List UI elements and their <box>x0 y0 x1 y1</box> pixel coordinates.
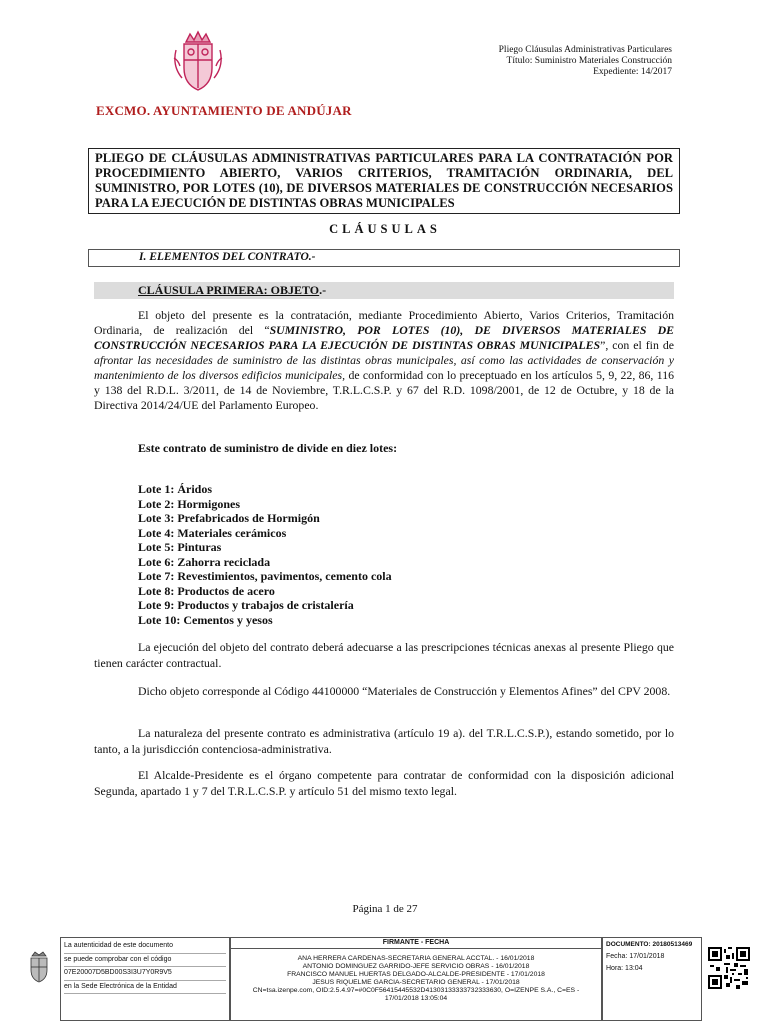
lot-item: Lote 1: Áridos <box>138 482 212 496</box>
signers-header: FIRMANTE - FECHA <box>231 938 601 949</box>
document-date: Fecha: 17/01/2018 <box>606 953 665 960</box>
signers-box <box>230 937 602 1021</box>
clause-heading <box>94 282 674 299</box>
lot-item: Lote 4: Materiales cerámicos <box>138 525 287 540</box>
lot-item: Lote 2: Hormigones <box>138 496 240 511</box>
page-number: Página 1 de 27 <box>352 903 418 915</box>
paragraph: La ejecución del objeto del contrato deberá adecuarse a las prescripciones técnicas anexas al presente Pliego que tienen carácter contractual. <box>94 640 674 670</box>
small-crest-icon <box>26 950 52 984</box>
clausulas-heading: CLÁUSULAS <box>329 222 441 236</box>
verification-line: se puede comprobar con el código <box>64 954 226 968</box>
section-heading: I. ELEMENTOS DEL CONTRATO.- <box>88 249 680 267</box>
signature-footer <box>60 937 702 1021</box>
signer-line: ANA HERRERA CARDENAS-SECRETARIA GENERAL ACCTAL. - 16/01/2018 <box>297 955 535 962</box>
paragraph: El Alcalde-Presidente es el órgano competente para contratar de conformidad con la disposición adicional Segunda, apartado 1 y 7 del T.R.L.C.S.P. y artículo 51 del mismo texto legal. <box>94 768 674 798</box>
document-id: DOCUMENTO: 20180513469 <box>606 941 693 948</box>
lot-item: Lote 6: Zahorra reciclada <box>138 554 271 569</box>
lot-item: Lote 3: Prefabricados de Hormigón <box>138 511 320 525</box>
lots-intro: Este contrato de suministro de divide en diez lotes: <box>138 441 398 455</box>
qr-code-icon <box>708 947 750 989</box>
lot-item: Lote 8: Productos de acero <box>138 583 275 598</box>
lot-item: Lote 9: Productos y trabajos de cristalería <box>138 598 354 612</box>
document-reference <box>499 45 672 78</box>
paragraph: La naturaleza del presente contrato es administrativa (artículo 19 a). del T.R.L.C.S.P.), estando sometido, por lo tanto, a la jurisdicción contenciosa-administrativa. <box>94 726 674 756</box>
reference-line: Pliego Cláusulas Administrativas Particulares <box>498 45 672 55</box>
municipal-crest-icon <box>172 30 224 94</box>
clause-suffix: .- <box>319 283 327 297</box>
reference-line: Título: Suministro Materiales Construcción <box>506 56 672 66</box>
text-run: de conformidad con lo preceptuado en los artículos 5, 9, 22, 86, 116 y 138 del R.D.L. 3/2011, de 14 de Noviembre, T.R.L.C.S.P. y 67 del R.D. 1098/2001, de 12 de Octubre, y 18 de la Directiva 2014/24/UE del Parlamento Europeo. <box>94 368 674 412</box>
signer-line: FRANCISCO MANUEL HUERTAS DELGADO-ALCALDE-PRESIDENTE - 17/01/2018 <box>287 971 545 978</box>
lot-item: Lote 5: Pinturas <box>138 540 222 554</box>
text-run: ”, con el fin de <box>600 338 674 352</box>
document-time: Hora: 13:04 <box>606 965 643 972</box>
signer-line: CN=tsa.izenpe.com, OID:2.5.4.97=#0C0F56415445532D41303133333732333630, O=IZENPE S.A., C=ES - 17/01/2018 13:05:04 <box>252 987 580 1002</box>
reference-line: Expediente: 14/2017 <box>593 67 672 77</box>
verification-line: en la Sede Electrónica de la Entidad <box>64 981 226 995</box>
object-paragraph <box>94 308 674 413</box>
lot-item: Lote 7: Revestimientos, pavimentos, cemento cola <box>138 569 392 583</box>
verification-code: 07E20007D5BD00S3I3U7Y0R9V5 <box>64 967 226 981</box>
verification-line: La autenticidad de este documento <box>64 940 226 954</box>
document-info-box <box>602 937 702 1021</box>
text-run: El objeto del presente es la contratación, mediante Procedimiento Abierto, Varios Criterios, Tramitación Ordinaria, de realización del “ <box>94 308 674 337</box>
verification-box <box>60 937 230 1021</box>
lots-list <box>138 482 392 627</box>
signer-line: JESUS RIQUELME GARCIA-SECRETARIO GENERAL - 17/01/2018 <box>312 979 520 986</box>
organization-name: EXCMO. AYUNTAMIENTO DE ANDÚJAR <box>96 103 352 118</box>
clause-label: CLÁUSULA PRIMERA: OBJETO <box>138 283 320 297</box>
text-run-italic: afrontar las necesidades de suministro de las distintas obras municipales, así como las actividades de conservación y mantenimiento de los diversos edificios municipales, <box>94 353 674 382</box>
lot-item: Lote 10: Cementos y yesos <box>138 612 273 627</box>
document-title: PLIEGO DE CLÁUSULAS ADMINISTRATIVAS PARTICULARES PARA LA CONTRATACIÓN POR PROCEDIMIENTO ABIERTO, VARIOS CRITERIOS, TRAMITACIÓN ORDINARIA, DEL SUMINISTRO, POR LOTES (10), DE DIVERSOS MATERIALES DE CONSTRUCCIÓN NECESARIOS PARA LA EJECUCIÓN DE DISTINTAS OBRAS MUNICIPALES <box>88 148 680 214</box>
signer-line: ANTONIO DOMINGUEZ GARRIDO-JEFE SERVICIO OBRAS - 16/01/2018 <box>302 963 530 970</box>
paragraph: Dicho objeto corresponde al Código 44100000 “Materiales de Construcción y Elementos Afines” del CPV 2008. <box>138 684 671 698</box>
text-run-bold-italic: SUMINISTRO, POR LOTES (10), DE DIVERSOS MATERIALES DE CONSTRUCCIÓN NECESARIOS PARA LA EJECUCIÓN DE DISTINTAS OBRAS MUNICIPALES <box>94 323 675 352</box>
